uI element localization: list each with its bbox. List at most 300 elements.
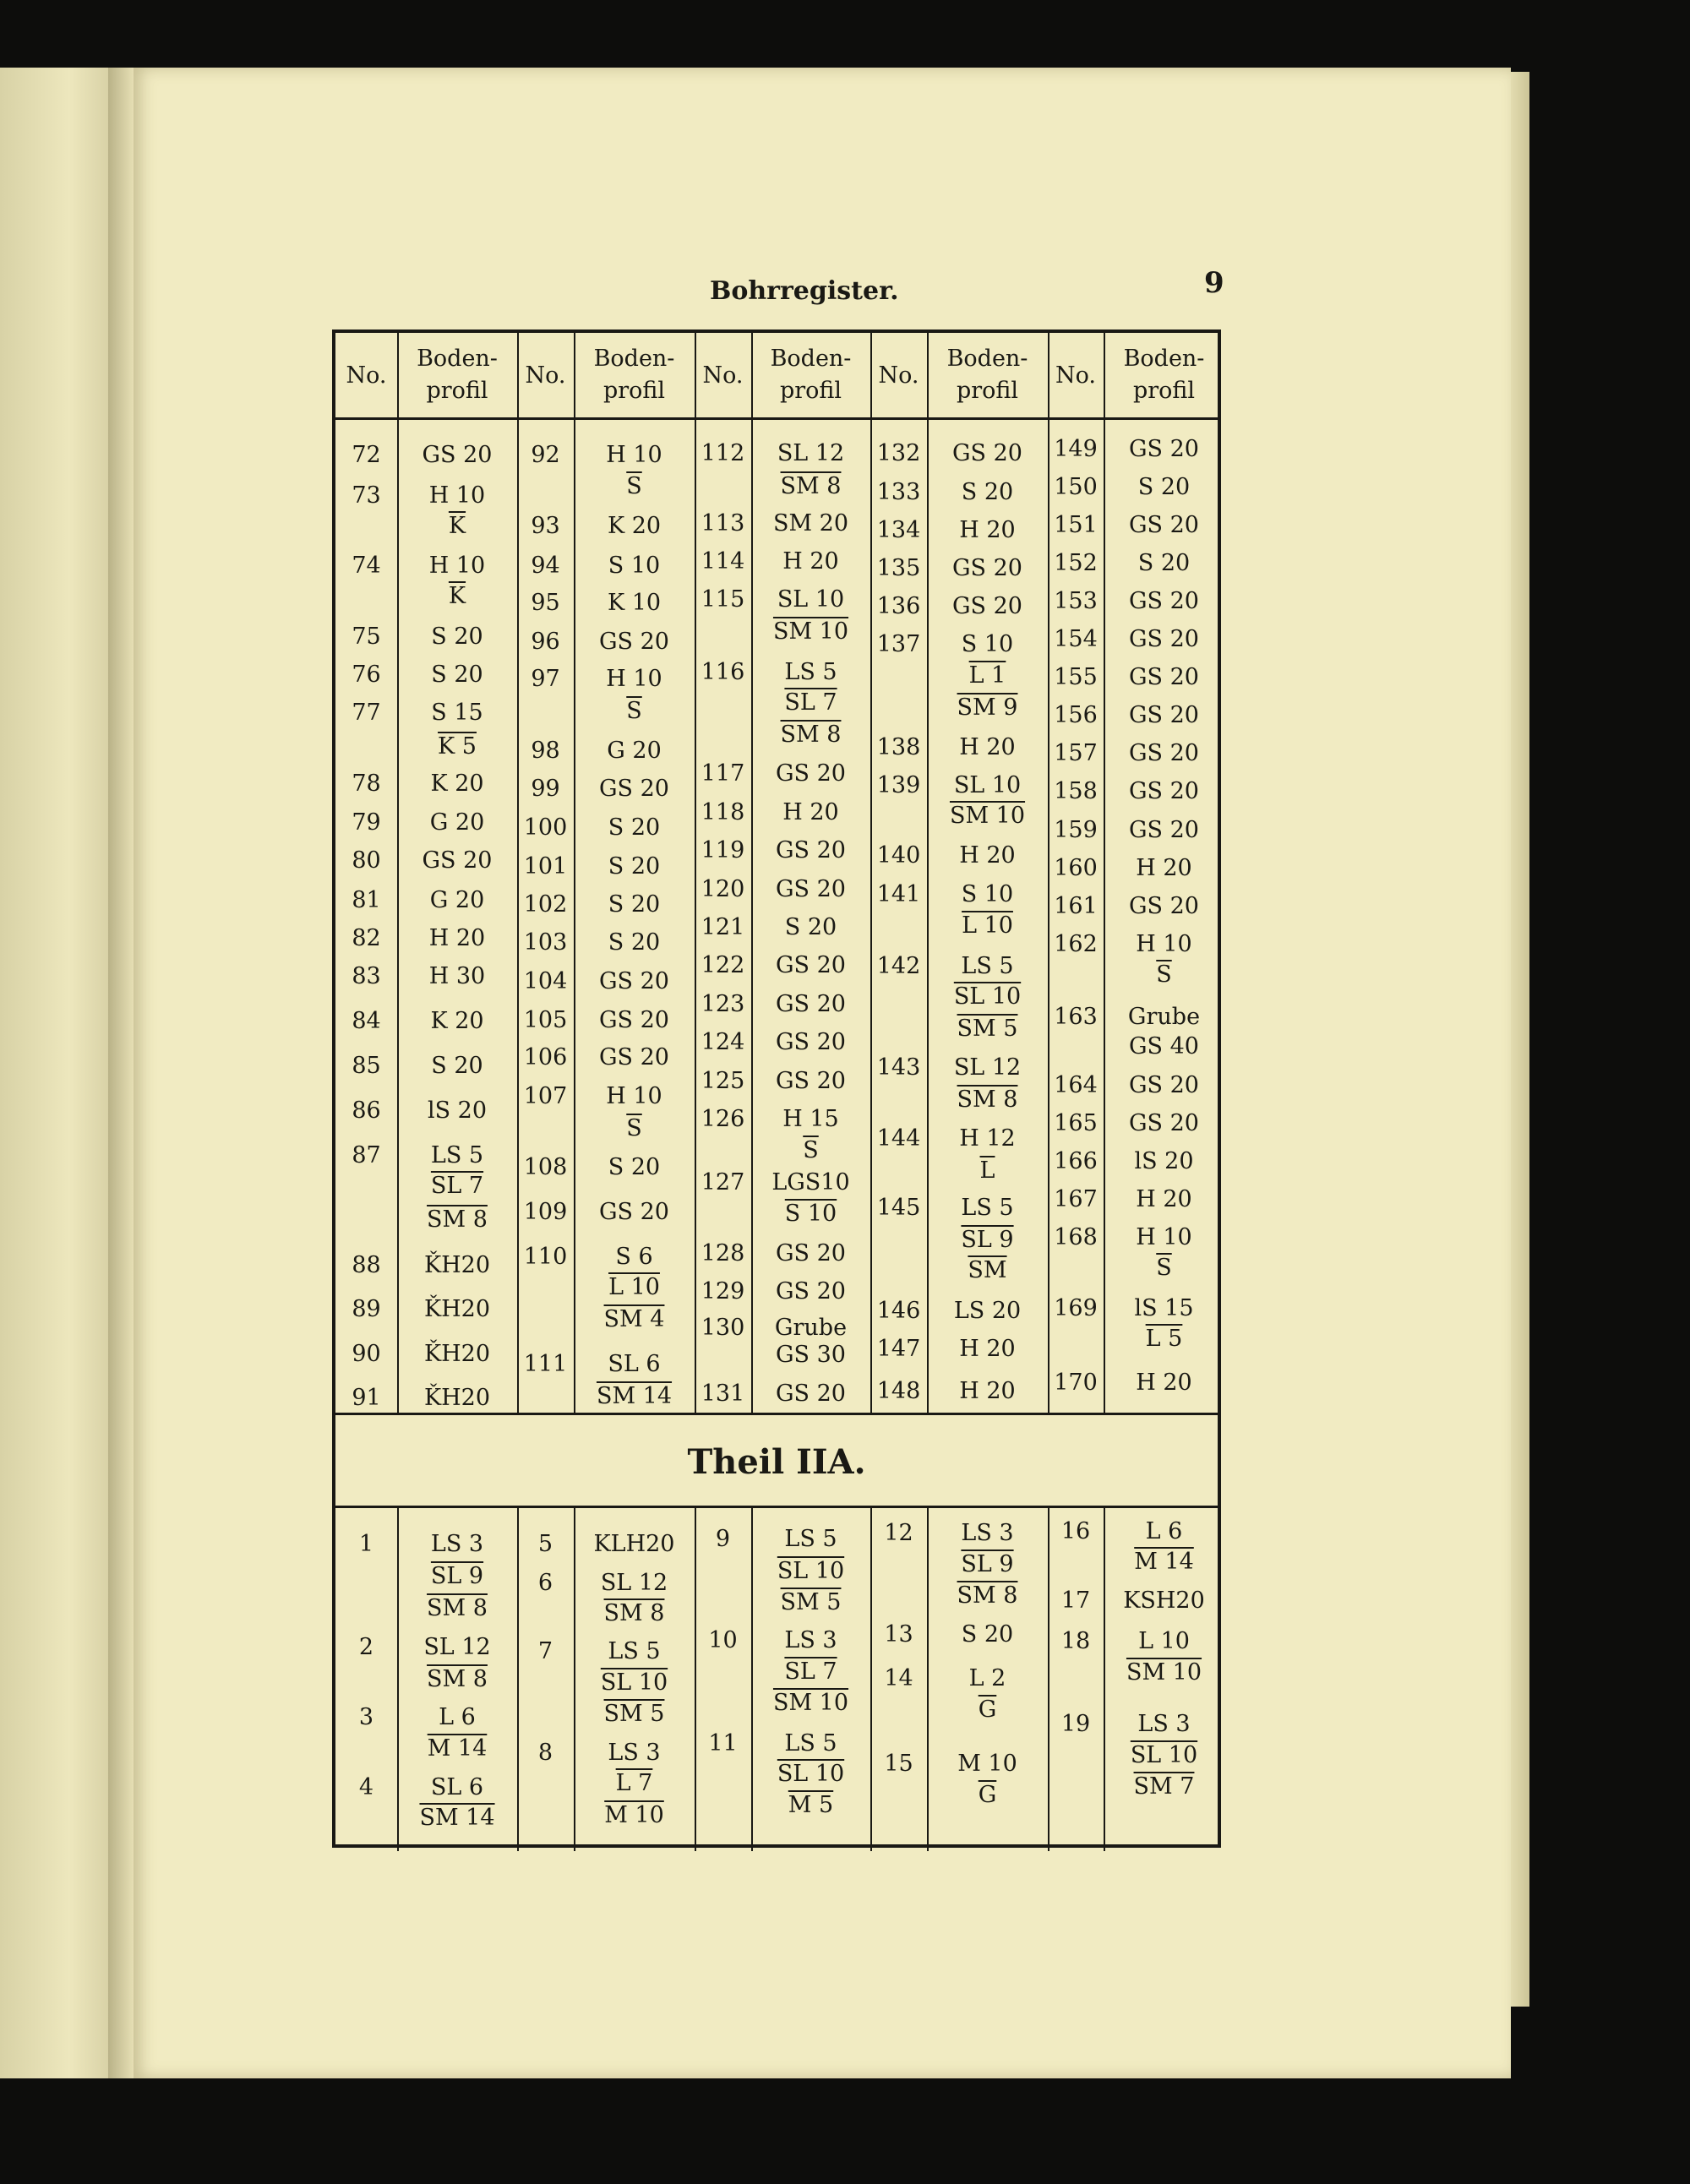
entry-number: 167 — [1054, 1186, 1098, 1212]
entry-number: 158 — [1054, 778, 1098, 804]
soil-profile: SM 7 — [1133, 1773, 1195, 1800]
soil-profile: S 20 — [608, 1154, 661, 1180]
entry-number: 97 — [531, 666, 560, 692]
soil-profile: lS 20 — [1134, 1148, 1194, 1174]
entry-number: 170 — [1054, 1370, 1098, 1396]
soil-profile: K 20 — [430, 771, 484, 797]
header-profile: Boden- profil — [770, 346, 852, 404]
header-no: No. — [346, 362, 387, 389]
soil-profile: SL 7 — [430, 1173, 484, 1199]
soil-profile: GS 20 — [775, 991, 846, 1017]
entry-number: 107 — [523, 1083, 568, 1109]
soil-profile: GS 40 — [1128, 1033, 1199, 1059]
soil-profile: SL 9 — [961, 1227, 1014, 1253]
soil-profile: S 10 — [961, 881, 1014, 907]
entry-number: 154 — [1054, 626, 1098, 652]
soil-profile: L 6 — [439, 1704, 476, 1730]
soil-profile: H 20 — [1136, 1370, 1192, 1396]
soil-profile: S 20 — [1137, 550, 1191, 576]
entry-number: 79 — [352, 809, 381, 836]
soil-profile: SL 7 — [784, 1658, 837, 1685]
entry-number: 92 — [531, 442, 560, 468]
soil-profile: SM 9 — [957, 694, 1018, 721]
header-no: No. — [702, 362, 744, 389]
entry-number: 162 — [1054, 931, 1098, 957]
entry-number: 82 — [352, 925, 381, 951]
entry-number: 93 — [531, 513, 560, 539]
soil-profile: $\overline{L}$ — [979, 1157, 995, 1184]
section-rule-bottom — [335, 1506, 1218, 1508]
header-no: No. — [1055, 362, 1096, 389]
entry-number: 144 — [876, 1125, 921, 1152]
soil-profile: $\overline{SM}$ — [968, 1257, 1007, 1283]
soil-profile: GS 20 — [775, 1278, 846, 1304]
entry-number: 101 — [523, 853, 568, 880]
entry-number: 88 — [352, 1252, 381, 1278]
soil-profile: H 12 — [959, 1125, 1016, 1152]
soil-profile: S 20 — [608, 814, 661, 841]
soil-profile: S 10 — [608, 553, 661, 579]
running-head: Bohrregister. — [710, 276, 899, 306]
soil-profile: $\overline{G}$ — [978, 1782, 997, 1808]
soil-profile: S 20 — [784, 914, 837, 940]
soil-profile: GS 20 — [775, 952, 846, 978]
soil-profile: SL 10 — [953, 983, 1022, 1010]
soil-profile: SL 10 — [953, 772, 1022, 798]
soil-profile: SM 10 — [1126, 1659, 1202, 1686]
soil-profile: LS 5 — [961, 953, 1014, 979]
entry-number: 126 — [701, 1106, 745, 1132]
soil-profile: SM 10 — [772, 618, 849, 645]
page-edges — [1511, 72, 1529, 2007]
soil-profile: S 10 — [784, 1201, 837, 1227]
entry-number: 157 — [1054, 740, 1098, 766]
soil-profile: SM 5 — [780, 1589, 842, 1615]
entry-number: 16 — [1060, 1518, 1091, 1544]
soil-profile: SL 12 — [423, 1634, 491, 1660]
entry-number: 140 — [876, 842, 921, 869]
entry-number: 151 — [1054, 512, 1098, 538]
soil-profile: GS 20 — [1128, 702, 1199, 728]
entry-number: 96 — [531, 629, 560, 655]
soil-profile: GS 20 — [775, 1068, 846, 1094]
section-rule-top — [335, 1413, 1218, 1415]
header-rule — [335, 417, 1218, 420]
entry-number: 103 — [523, 929, 568, 956]
entry-number: 166 — [1054, 1148, 1098, 1174]
soil-profile: GS 20 — [775, 1381, 846, 1407]
entry-number: 114 — [701, 548, 745, 575]
soil-profile: G 20 — [607, 738, 662, 764]
entry-number: 1 — [358, 1531, 374, 1557]
soil-profile: GS 20 — [598, 1007, 669, 1033]
soil-profile: GS 20 — [598, 776, 669, 802]
soil-profile: LS 20 — [953, 1298, 1022, 1324]
entry-number: 9 — [715, 1526, 731, 1552]
entry-number: 125 — [701, 1068, 745, 1094]
section-title: Theil IIA. — [687, 1442, 866, 1482]
soil-profile: $\overline{S}$ — [626, 698, 642, 724]
entry-number: 132 — [876, 440, 921, 466]
soil-profile: SL 6 — [608, 1351, 661, 1377]
soil-profile: H 15 — [782, 1106, 839, 1132]
entry-number: 128 — [701, 1240, 745, 1266]
soil-profile: GS 20 — [1128, 664, 1199, 690]
soil-profile: H 10 — [428, 482, 486, 509]
soil-profile: GS 20 — [951, 593, 1022, 619]
entry-number: 8 — [537, 1740, 553, 1766]
entry-number: 123 — [701, 991, 745, 1017]
soil-profile: LS 5 — [784, 1526, 837, 1552]
soil-profile: L 2 — [968, 1665, 1006, 1691]
soil-profile: $\overline{K}$ — [448, 583, 466, 609]
column-rule — [1048, 1506, 1049, 1851]
soil-profile: M 14 — [427, 1735, 488, 1762]
soil-profile: H 20 — [959, 1378, 1016, 1404]
entry-number: 12 — [884, 1520, 913, 1546]
soil-profile: H 20 — [1136, 855, 1192, 881]
soil-profile: S 20 — [431, 1053, 483, 1079]
header-profile: Boden- profil — [417, 346, 498, 404]
header-no: No. — [878, 362, 919, 389]
soil-profile: GS 20 — [598, 1199, 669, 1225]
soil-profile: H 20 — [1136, 1186, 1192, 1212]
soil-profile: GS 20 — [951, 555, 1022, 581]
soil-profile: LS 3 — [784, 1627, 837, 1653]
entry-number: 161 — [1054, 893, 1098, 919]
soil-profile: GS 20 — [1128, 740, 1199, 766]
entry-number: 7 — [537, 1638, 553, 1664]
soil-profile: ǨH20 — [423, 1385, 491, 1411]
soil-profile: S 20 — [431, 624, 483, 650]
entry-number: 116 — [701, 659, 745, 685]
entry-number: 164 — [1054, 1072, 1098, 1098]
entry-number: 130 — [701, 1315, 745, 1341]
entry-number: 15 — [884, 1751, 913, 1777]
soil-profile: GS 20 — [1128, 1072, 1199, 1098]
soil-profile: L 10 — [962, 912, 1013, 939]
soil-profile: SM 20 — [772, 510, 849, 536]
entry-number: 165 — [1054, 1110, 1098, 1136]
soil-profile: Grube — [1127, 1004, 1201, 1030]
soil-profile: LS 3 — [1137, 1711, 1191, 1737]
soil-profile: L 6 — [1145, 1518, 1183, 1544]
soil-profile: S 15 — [431, 700, 483, 726]
entry-number: 74 — [352, 553, 381, 579]
soil-profile: H 20 — [959, 842, 1016, 869]
soil-profile: M 10 — [604, 1802, 664, 1828]
entry-number: 131 — [701, 1381, 745, 1407]
soil-profile: H 10 — [606, 442, 662, 468]
soil-profile: GS 20 — [422, 442, 493, 468]
entry-number: 146 — [876, 1298, 921, 1324]
entry-number: 124 — [701, 1029, 745, 1055]
soil-profile: SL 9 — [961, 1551, 1014, 1577]
entry-number: 81 — [352, 887, 381, 913]
entry-number: 108 — [523, 1154, 568, 1180]
soil-profile: ǨH20 — [423, 1341, 491, 1367]
soil-profile: SM 8 — [427, 1206, 488, 1233]
soil-profile: H 20 — [782, 799, 839, 825]
soil-profile: GS 20 — [775, 760, 846, 787]
entry-number: 119 — [701, 837, 745, 863]
entry-number: 85 — [352, 1053, 381, 1079]
entry-number: 118 — [701, 799, 745, 825]
soil-profile: GS 20 — [598, 968, 669, 994]
entry-number: 2 — [358, 1634, 374, 1660]
entry-number: 86 — [352, 1097, 381, 1124]
soil-profile: SM 14 — [596, 1383, 673, 1409]
soil-profile: $\overline{S}$ — [626, 473, 642, 499]
soil-profile: LS 5 — [608, 1638, 661, 1664]
entry-number: 75 — [352, 624, 381, 650]
soil-profile: GS 20 — [1128, 1110, 1199, 1136]
entry-number: 138 — [876, 734, 921, 760]
entry-number: 77 — [352, 700, 381, 726]
entry-number: 76 — [352, 662, 381, 688]
entry-number: 129 — [701, 1278, 745, 1304]
soil-profile: $\overline{G}$ — [978, 1697, 997, 1723]
entry-number: 89 — [352, 1296, 381, 1322]
soil-profile: SM 14 — [419, 1805, 495, 1831]
entry-number: 120 — [701, 876, 745, 902]
soil-profile: H 30 — [428, 963, 486, 989]
entry-number: 94 — [531, 553, 560, 579]
soil-profile: ǨH20 — [423, 1252, 491, 1278]
entry-number: 109 — [523, 1199, 568, 1225]
entry-number: 135 — [876, 555, 921, 581]
entry-number: 14 — [884, 1665, 913, 1691]
soil-profile: LS 3 — [430, 1531, 484, 1557]
soil-profile: SL 12 — [777, 440, 845, 466]
soil-profile: $\overline{S}$ — [1156, 961, 1172, 988]
soil-profile: GS 20 — [775, 1029, 846, 1055]
soil-profile: G 20 — [429, 887, 485, 913]
soil-profile: S 20 — [1137, 474, 1191, 500]
entry-number: 11 — [708, 1730, 738, 1756]
entry-number: 145 — [876, 1195, 921, 1221]
soil-profile: H 10 — [606, 1083, 662, 1109]
soil-profile: GS 20 — [1128, 588, 1199, 614]
soil-profile: G 20 — [429, 809, 485, 836]
entry-number: 143 — [876, 1054, 921, 1081]
header-profile: Boden- profil — [946, 346, 1028, 404]
header-no: No. — [525, 362, 566, 389]
entry-number: 163 — [1054, 1004, 1098, 1030]
entry-number: 115 — [701, 586, 745, 613]
soil-profile: KSH20 — [1123, 1588, 1205, 1614]
soil-profile: H 10 — [428, 553, 486, 579]
header-profile: Boden- profil — [593, 346, 675, 404]
soil-profile: SM 8 — [957, 1582, 1018, 1609]
soil-profile: LS 5 — [784, 1730, 837, 1756]
entry-number: 17 — [1060, 1588, 1091, 1614]
soil-profile: H 20 — [959, 517, 1016, 543]
soil-profile: lS 15 — [1134, 1295, 1194, 1321]
soil-profile: SL 9 — [430, 1563, 484, 1589]
entry-number: 98 — [531, 738, 560, 764]
soil-profile: H 10 — [1136, 1224, 1192, 1250]
entry-number: 139 — [876, 772, 921, 798]
entry-number: 142 — [876, 953, 921, 979]
soil-profile: SM 8 — [427, 1595, 488, 1621]
soil-profile: SL 7 — [784, 689, 837, 716]
entry-number: 80 — [352, 847, 381, 874]
soil-profile: $\overline{S}$ — [626, 1115, 642, 1141]
entry-number: 72 — [352, 442, 381, 468]
soil-profile: SL 10 — [600, 1669, 668, 1696]
soil-profile: K 5 — [438, 733, 477, 760]
soil-profile: LS 5 — [784, 659, 837, 685]
soil-profile: S 20 — [608, 891, 661, 918]
soil-profile: GS 20 — [775, 837, 846, 863]
soil-profile: SM 8 — [603, 1600, 665, 1626]
entry-number: 91 — [352, 1385, 381, 1411]
soil-profile: LS 5 — [430, 1142, 484, 1168]
entry-number: 90 — [352, 1341, 381, 1367]
entry-number: 19 — [1060, 1711, 1091, 1737]
soil-profile: SM 8 — [957, 1087, 1018, 1113]
soil-profile: H 10 — [606, 666, 662, 692]
soil-profile: SM 4 — [603, 1306, 665, 1332]
soil-profile: S 20 — [431, 662, 483, 688]
entry-number: 117 — [701, 760, 745, 787]
entry-number: 137 — [876, 631, 921, 657]
entry-number: 99 — [531, 776, 560, 802]
soil-profile: S 20 — [961, 1621, 1014, 1648]
soil-profile: LGS10 — [771, 1169, 850, 1195]
soil-profile: L 10 — [1138, 1628, 1190, 1654]
soil-profile: S 6 — [615, 1244, 653, 1270]
soil-profile: GS 20 — [951, 440, 1022, 466]
soil-profile: S 20 — [961, 479, 1014, 505]
entry-number: 13 — [884, 1621, 913, 1648]
entry-number: 156 — [1054, 702, 1098, 728]
entry-number: 133 — [876, 479, 921, 505]
entry-number: 127 — [701, 1169, 745, 1195]
soil-profile: GS 20 — [422, 847, 493, 874]
page-number: 9 — [1204, 266, 1224, 300]
entry-number: 87 — [352, 1142, 381, 1168]
book-gutter — [108, 68, 134, 2078]
soil-profile: GS 20 — [1128, 778, 1199, 804]
entry-number: 110 — [523, 1244, 568, 1270]
soil-profile: GS 30 — [775, 1342, 846, 1368]
soil-profile: S 20 — [608, 853, 661, 880]
soil-profile: GS 20 — [775, 1240, 846, 1266]
entry-number: 141 — [876, 881, 921, 907]
soil-profile: M 5 — [788, 1792, 834, 1818]
entry-number: 155 — [1054, 664, 1098, 690]
column-rule — [695, 1506, 696, 1851]
soil-profile: LS 3 — [961, 1520, 1014, 1546]
entry-number: 83 — [352, 963, 381, 989]
soil-profile: L 10 — [608, 1274, 660, 1300]
soil-profile: lS 20 — [427, 1097, 488, 1124]
entry-number: 18 — [1060, 1628, 1091, 1654]
entry-number: 111 — [523, 1351, 568, 1377]
entry-number: 105 — [523, 1007, 568, 1033]
entry-number: 148 — [876, 1378, 921, 1404]
entry-number: 5 — [537, 1531, 553, 1557]
soil-profile: K 20 — [607, 513, 662, 539]
entry-number: 122 — [701, 952, 745, 978]
entry-number: 159 — [1054, 817, 1098, 843]
soil-profile: GS 20 — [1128, 626, 1199, 652]
soil-profile: SL 10 — [777, 1761, 845, 1787]
entry-number: 10 — [708, 1627, 738, 1653]
entry-number: 6 — [537, 1570, 553, 1596]
entry-number: 136 — [876, 593, 921, 619]
entry-number: 152 — [1054, 550, 1098, 576]
soil-profile: LS 3 — [608, 1740, 661, 1766]
soil-profile: $\overline{S}$ — [803, 1137, 819, 1163]
soil-profile: SM 10 — [772, 1690, 849, 1716]
soil-profile: $\overline{K}$ — [448, 513, 466, 539]
soil-profile: GS 20 — [1128, 817, 1199, 843]
entry-number: 147 — [876, 1336, 921, 1362]
entry-number: 169 — [1054, 1295, 1098, 1321]
soil-profile: SL 6 — [430, 1774, 484, 1800]
entry-number: 84 — [352, 1008, 381, 1034]
soil-profile: $\overline{S}$ — [1156, 1255, 1172, 1281]
entry-number: 149 — [1054, 436, 1098, 462]
soil-profile: L 5 — [1145, 1326, 1183, 1352]
soil-profile: K 10 — [607, 590, 662, 616]
entry-number: 168 — [1054, 1224, 1098, 1250]
soil-profile: S 10 — [961, 631, 1014, 657]
soil-profile: SM 10 — [949, 803, 1026, 829]
soil-profile: KLH20 — [593, 1531, 675, 1557]
soil-profile: K 20 — [430, 1008, 484, 1034]
soil-profile: H 20 — [959, 1336, 1016, 1362]
entry-number: 104 — [523, 968, 568, 994]
soil-profile: SM 8 — [427, 1666, 488, 1692]
entry-number: 121 — [701, 914, 745, 940]
soil-profile: SL 10 — [777, 586, 845, 613]
entry-number: 112 — [701, 440, 745, 466]
entry-number: 73 — [352, 482, 381, 509]
entry-number: 4 — [358, 1774, 374, 1800]
soil-profile: L 7 — [615, 1770, 653, 1796]
soil-profile: M 14 — [1134, 1549, 1194, 1575]
soil-profile: ǨH20 — [423, 1296, 491, 1322]
entry-number: 106 — [523, 1044, 568, 1070]
soil-profile: GS 20 — [1128, 436, 1199, 462]
soil-profile: H 10 — [1136, 931, 1192, 957]
entry-number: 134 — [876, 517, 921, 543]
entry-number: 150 — [1054, 474, 1098, 500]
entry-number: 100 — [523, 814, 568, 841]
soil-profile: SL 12 — [600, 1570, 668, 1596]
soil-profile: H 20 — [959, 734, 1016, 760]
entry-number: 153 — [1054, 588, 1098, 614]
soil-profile: GS 20 — [775, 876, 846, 902]
soil-profile: SM 5 — [603, 1701, 665, 1727]
soil-profile: S 20 — [608, 929, 661, 956]
soil-profile: H 20 — [428, 925, 486, 951]
soil-profile: M 10 — [957, 1751, 1017, 1777]
entry-number: 160 — [1054, 855, 1098, 881]
soil-profile: SL 12 — [953, 1054, 1022, 1081]
soil-profile: SM 8 — [780, 722, 842, 748]
header-profile: Boden- profil — [1123, 346, 1205, 404]
soil-profile: H 20 — [782, 548, 839, 575]
entry-number: 3 — [358, 1704, 374, 1730]
entry-number: 113 — [701, 510, 745, 536]
soil-profile: GS 20 — [1128, 893, 1199, 919]
soil-profile: GS 20 — [598, 629, 669, 655]
